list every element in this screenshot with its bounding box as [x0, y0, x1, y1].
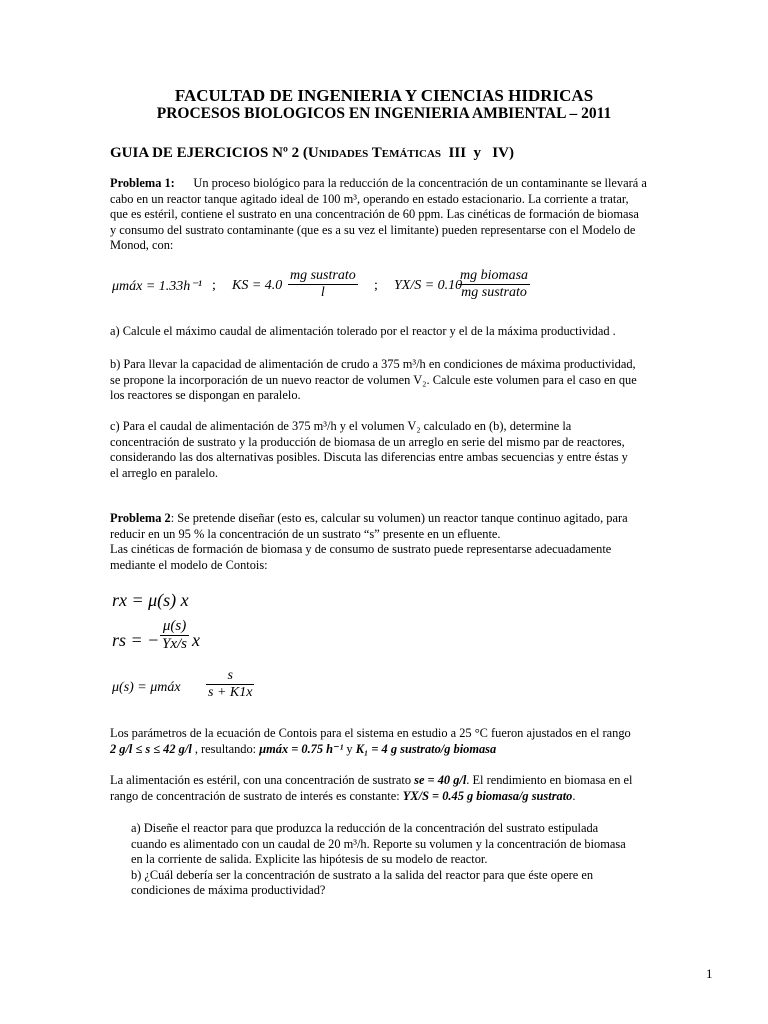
problem2-text: Problema 2: Se pretende diseñar (esto es, calcular su volumen) un reactor tanque continuo agitado, para reducir en un 95 % la concentración de un sustrato “s” presente en un efluente. Las cinéticas de formación de biomasa y de consumo de sustrato puede representarse adecuadamente mediante el modelo de Contois: — [110, 511, 628, 572]
course-title: PROCESOS BIOLOGICOS EN INGENIERIA AMBIENTAL – 2011 — [156, 105, 612, 122]
problem1-question-c: c) Para el caudal de alimentación de 375 m³/h y el volumen V₂ calculado en (b), determine la concentración de sustrato y la producción de biomasa de un arreglo en serie del mismo par de reactores, considerando las dos alternativas posibles. Discuta las diferencias entre ambas secuencias y entre éstas y el arreglo en paralelo. — [110, 419, 628, 480]
faculty-title: FACULTAD DE INGENIERIA Y CIENCIAS HIDRICAS — [174, 86, 594, 105]
contois-parameters: Los parámetros de la ecuación de Contois para el sistema en estudio a 25 °C fueron ajustados en el rango 2 g/l ≤ s ≤ 42 g/l , resultando: μmáx = 0.75 h⁻¹ y K₁ = 4 g sustrato/g biomasa — [110, 726, 631, 756]
contois-equation-3: μ(s) = μmáx $\frac{s}{s + K1x}$ — [112, 668, 253, 700]
feed-description: La alimentación es estéril, con una concentración de sustrato se = 40 g/l. El rendimiento en biomasa en el rango de concentración de sustrato de interés es constante: YX/S = 0.45 g biomasa/g sustrato. — [110, 773, 633, 803]
page-number: 1 — [706, 966, 713, 981]
problem1-question-a: a) Calcule el máximo caudal de alimentación tolerado por el reactor y el de la máxima productividad . — [110, 324, 616, 338]
contois-equation-2: rs = − $\frac{\mu(s)}{Yx/s}$ x — [112, 618, 200, 652]
problem1-question-b: b) Para llevar la capacidad de alimentación de crudo a 375 m³/h en condiciones de máxima productividad, se propone la incorporación de un nuevo reactor de volumen V₂. Calcule este volumen para el caso en que los reactores se dispongan en paralelo. — [110, 357, 637, 402]
monod-parameters: μmáx = 1.33h⁻¹ ; KS = 4.0 mg sustrato l ; YX/S = 0.10 mg biomasa mg sustrato — [112, 268, 529, 300]
contois-equation-1: rx = μ(s) x — [112, 590, 189, 610]
problem1-text: Problema 1: Un proceso biológico para la reducción de la concentración de un contaminante se llevará a cabo en un reactor tanque agitado ideal de 100 m³, operando en estado estacionario. La corriente a tratar, que es estéril, contiene el sustrato en una concentración de 60 ppm. Las cinéticas de formación de biomasa y consumo del sustrato contaminante (que es a su vez el limitante) pueden representarse con el Modelo de Monod, con: — [110, 176, 647, 252]
problem2-questions: a) Diseñe el reactor para que produzca la reducción de la concentración del sustrato estipulada cuando es alimentado con un caudal de 20 m³/h. Reporte su volumen y la concentración de biomasa en la corriente de salida. Explicite las hipótesis de su modelo de reactor. b) ¿Cuál debería ser la concentración de sustrato a la salida del reactor para que éste opere en condiciones de máxima productividad? — [131, 821, 626, 897]
guide-heading: GUIA DE EJERCICIOS Nº 2 (Unidades Temáticas III y IV) — [110, 145, 514, 161]
